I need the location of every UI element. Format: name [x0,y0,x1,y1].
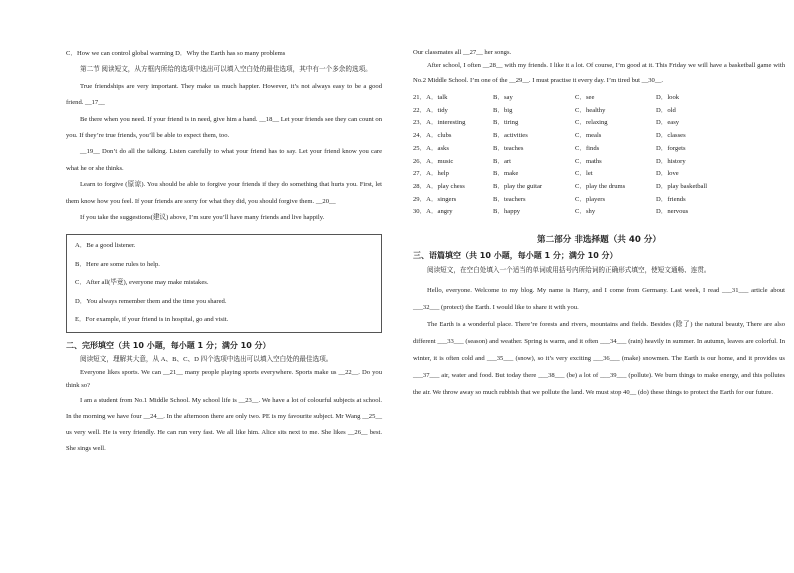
choice-option: D．forgets [656,144,686,152]
choice-option: C．shy [575,208,596,216]
option-item: E．For example, if your friend is in hospital, go and visit. [75,316,229,324]
choice-option: 28．A．play chess [413,182,465,190]
choice-option: C．let [575,170,593,178]
choice-option: B．activities [493,132,528,140]
choice-option: B．teachers [493,195,526,203]
passage-paragraph: True friendships are very important. They make us much happier. However, it’s not always easy to be a good friend. __17__ [66,82,382,107]
choice-option: 22．A．tidy [413,106,448,114]
choice-row [413,168,785,181]
choice-option: D．look [656,94,680,101]
choice-row [413,181,785,194]
choice-option: 21．A．talk [413,94,448,101]
choice-option: C．healthy [575,106,606,114]
right-column [413,46,785,401]
part2-title: 第二部分 非选择题（共 40 分） [536,235,662,246]
choices-table [413,92,785,219]
choice-option: C．finds [575,144,600,152]
section3-title: 三、语篇填空（共 10 小题，每小题 1 分；满分 10 分） [413,251,618,261]
choice-option: B．tiring [493,119,519,127]
choice-option: B．play the guitar [493,182,543,190]
choice-option: D．nervous [656,208,689,216]
passage-paragraph: Be there when you need. If your friend is in need, give him a hand. __18__ Let your friends see they can count on you. If they’re true friends, you’ll be able to expect them, too. [66,115,382,140]
cloze-paragraph: After school, I often __28__ with my friends. I like it a lot. Of course, I’m good at it. This Friday we will have a basketball game with No.2 Middle School. I’m one of the __29__. I must practise it every day. I’m tired but __30__. [413,62,785,84]
choice-option: C．play the drums [575,182,626,190]
cloze-section-title: 二、完形填空（共 10 小题，每小题 1 分；满分 10 分） [66,340,271,350]
choice-option: 27．A．help [413,170,449,178]
cloze-instruction: 阅读短文，理解其大意，从 A、B、C、D 四个选项中选出可以填入空白处的最佳选项。 [80,355,333,363]
choice-row [413,105,785,118]
choice-row [413,117,785,130]
choice-option: D．friends [656,195,686,203]
choice-option: B．make [493,170,519,178]
choice-row [413,206,785,219]
choice-option: D．love [656,170,679,178]
choice-row [413,143,785,156]
choice-option: B．art [493,157,511,165]
cloze-paragraph: I am a student from No.1 Middle School. My school life is __23__. We have a lot of colourful subjects at school. In the morning we have four __24__. In the afternoon there are only two. PE is my favourite subject. Mr Wang __25__ us very well. He is very friendly. He can run very fast. We all like him. Alice sits next to me. She likes __26__ best. She sings well. [66,396,382,452]
choice-option: 23．A．interesting [413,119,466,127]
passage-paragraph: __19__ Don’t do all the talking. Listen carefully to what your friend has to say. Let your friend know you care what he or she thinks. [66,148,382,172]
cloze-paragraph: Our classmates all __27__ her songs. [413,49,512,56]
choice-row [413,156,785,169]
choice-option: B．say [493,94,513,101]
choice-row [413,130,785,143]
section3-paragraph: Hello, everyone. Welcome to my blog. My name is Harry, and I come from Germany. Last week, I read ___31___ article about ___32___ (protect) the Earth. I would like to share it with you. [413,287,785,312]
choice-option: C．see [575,94,595,101]
choice-option: B．big [493,106,513,114]
question-option-line: C．How we can control global warming D．Why the Earth has so many problems [66,50,286,57]
choice-option: D．history [656,157,686,165]
choice-option: D．classes [656,132,686,140]
choice-option: D．play basketball [656,182,708,190]
choice-option: 29．A．singers [413,195,457,203]
option-item: A．Be a good listener. [75,242,136,250]
option-item: D．You always remember them and the time you shared. [75,297,227,305]
option-item: B．Here are some rules to help. [75,260,160,268]
section2-instruction: 第二节 阅读短文，从方框内所给的选项中选出可以填入空白处的最佳选项，其中有一个多余的选项。 [80,66,372,74]
choice-option: C．relaxing [575,119,608,127]
passage-paragraph: If you take the suggestions(建议) above, I’m sure you’ll have many friends and live happily. [80,214,325,222]
choice-option: B．teaches [493,144,524,152]
choice-option: 24．A．clubs [413,132,452,140]
left-column [66,46,382,457]
choice-option: C．meals [575,132,602,140]
choice-row [413,92,785,105]
cloze-paragraph: Everyone likes sports. We can __21__ many people playing sports everywhere. Sports make us __22__. Do you think so? [66,368,382,390]
choice-option: 25．A．asks [413,144,449,152]
choice-option: B．happy [493,208,521,216]
passage-paragraph: Learn to forgive (原谅). You should be able to forgive your friends if they do something that hurts you. First, let them know how you feel. If your friends are sorry for what they did, you should forgive them. __20__ [66,181,382,205]
choice-option: 30．A．angry [413,208,453,216]
section3-instruction: 阅读短文，在空白处填入一个适当的单词或用括号内所给词的正确形式填空，使短文通畅、连贯。 [427,267,711,275]
choice-option: 26．A．music [413,157,454,165]
section3-paragraph: The Earth is a wonderful place. There’re forests and rivers, mountains and fields. Besides (除了) the natural beauty, There are also different ___33___ (season) and weather. Spring is warm, and it often ___34___ (rain) heavily in summer. In autumn, leaves are colorful. In winter, it is often cold and ___35___ (snow), so it’s very exciting ___36___ (make) snowmen. The Earth is our home, and it provides us ___37___ air, water and food. But today there ___38___ (be) a lot of ___39___ (pollute). We burn things to make energy, and this pollutes the air. We throw away so much rubbish that we pollute the land. We must stop 40__ (do) these things to protect the Earth for our future. [413,321,785,397]
choice-option: C．maths [575,157,602,165]
choice-option: D．easy [656,119,680,127]
choice-option: C．players [575,195,606,203]
choice-row [413,194,785,207]
choice-option: D．old [656,106,676,114]
options-box [66,234,382,333]
option-item: C．After all(毕竟), everyone may make mistakes. [75,279,209,287]
